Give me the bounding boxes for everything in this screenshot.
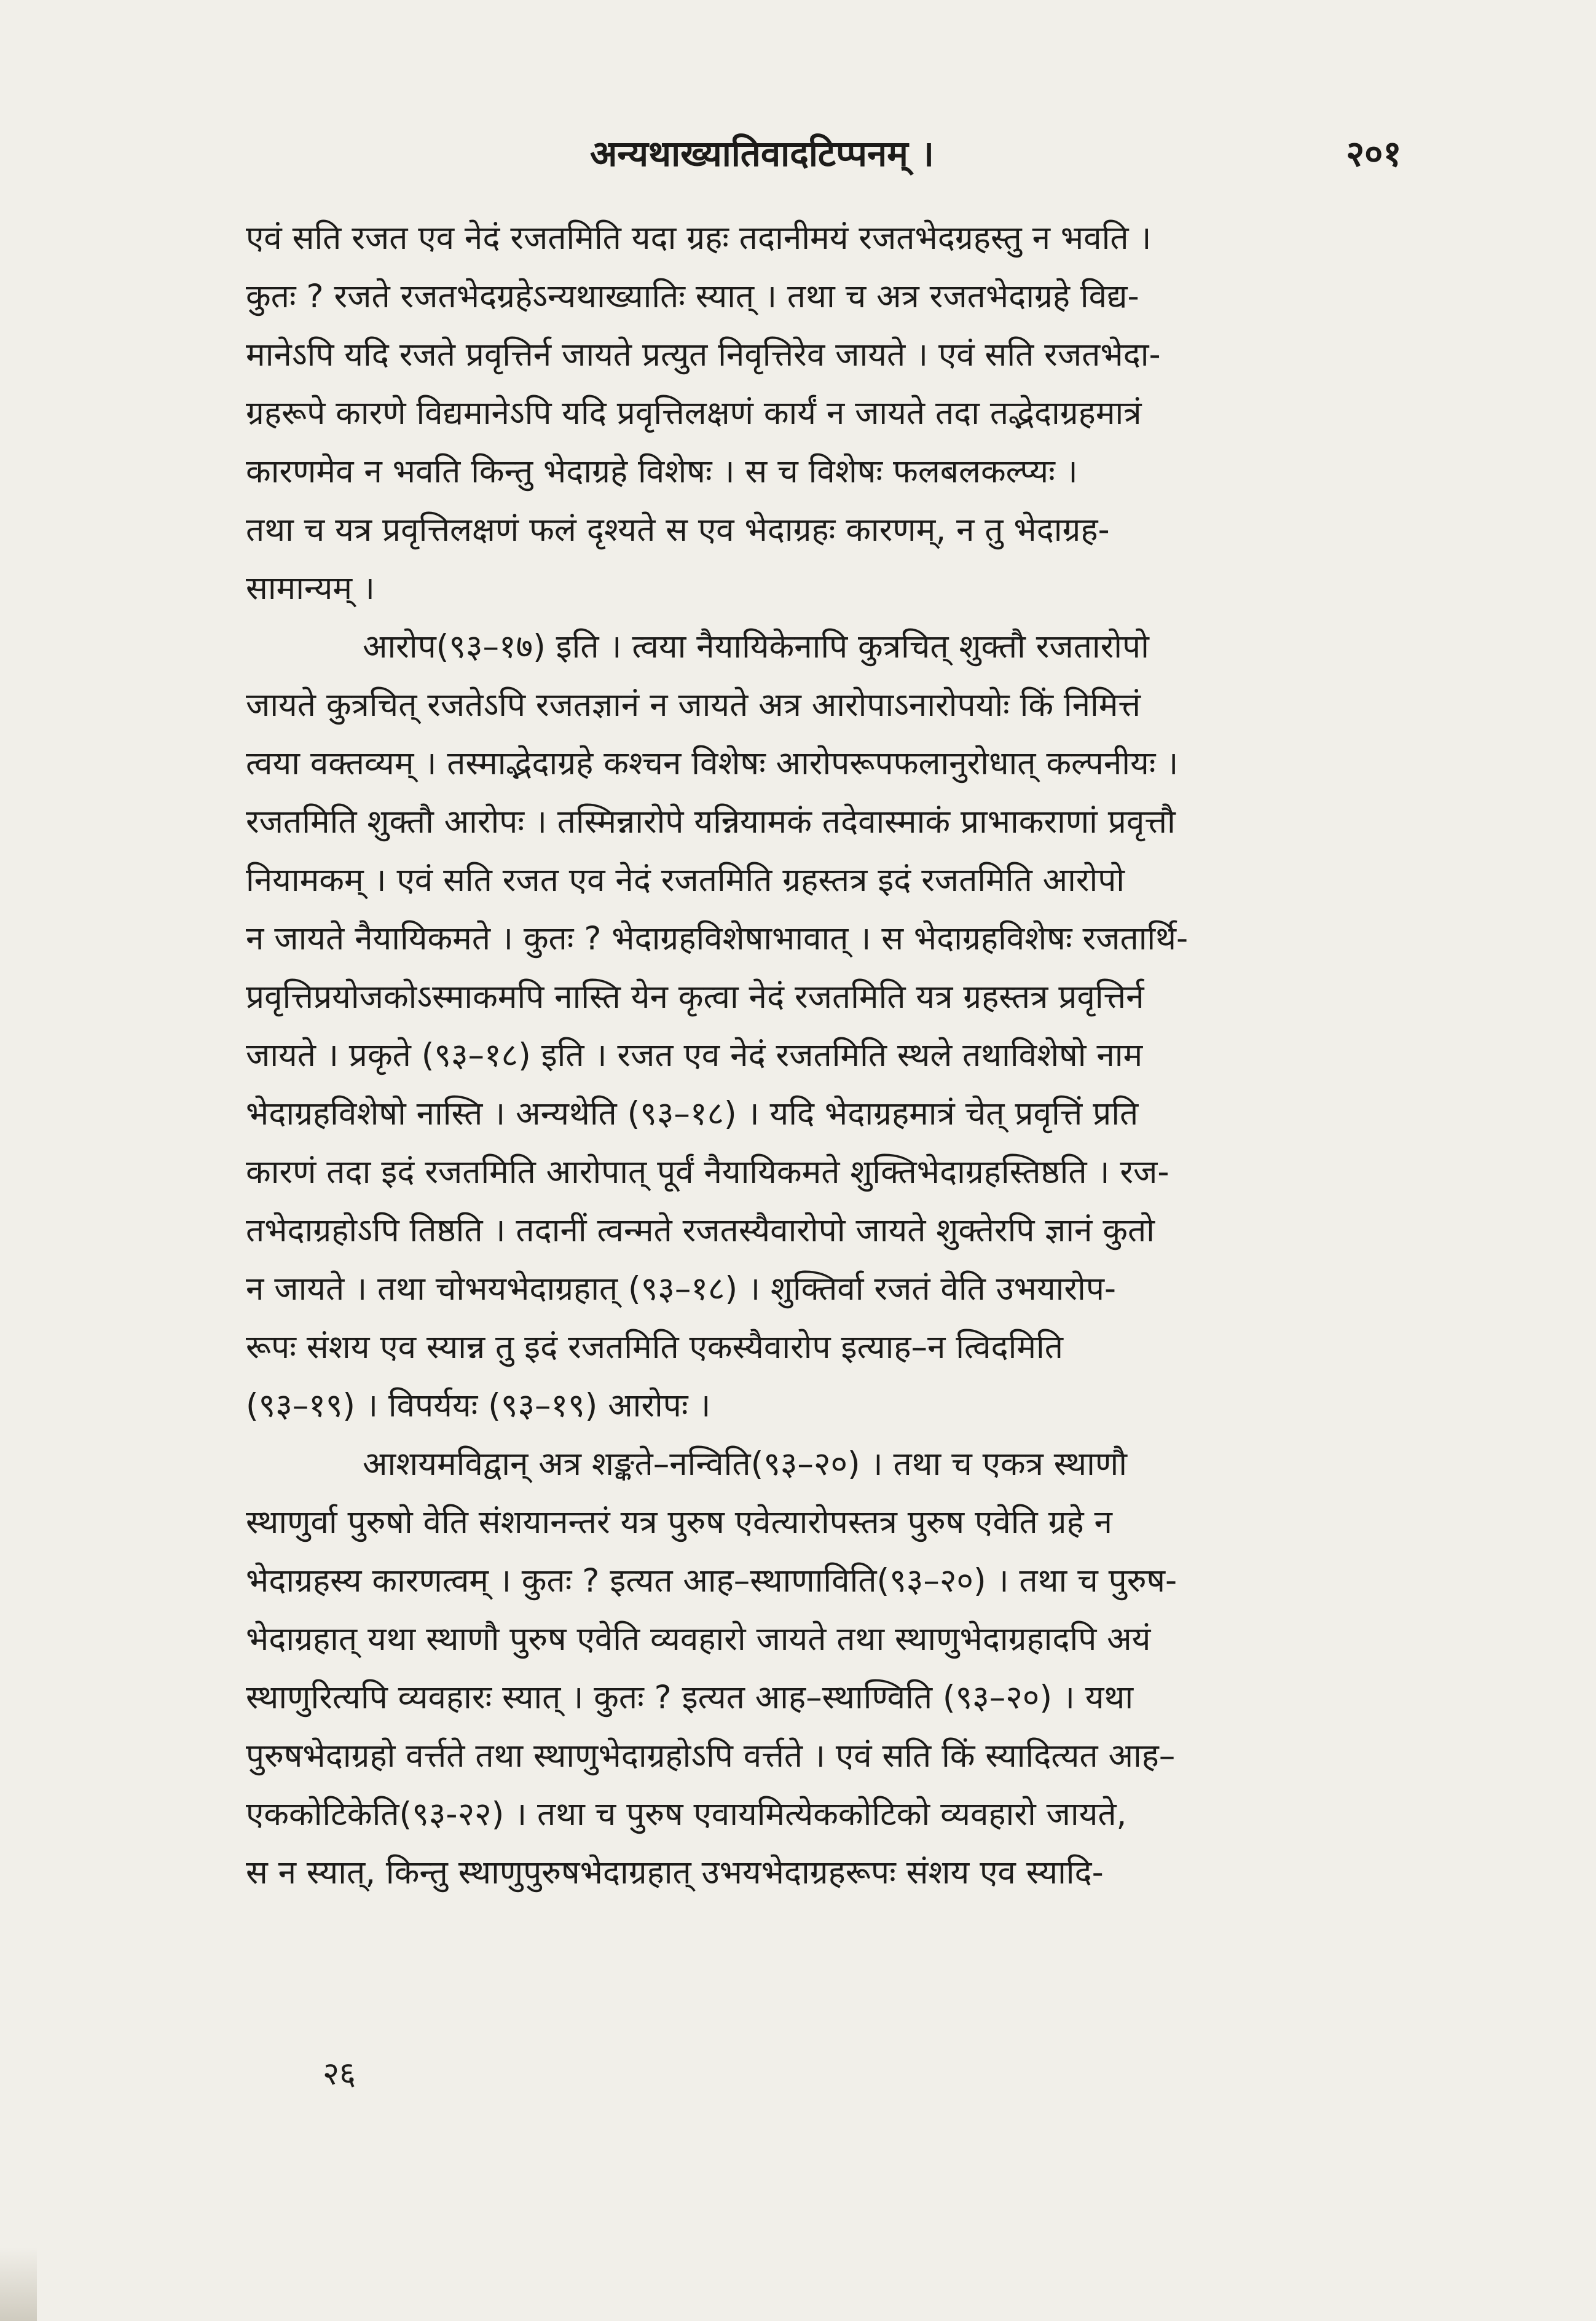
page-number: २०१: [1346, 133, 1402, 175]
text-line: कुतः ? रजते रजतभेदग्रहेऽन्यथाख्यातिः स्यात् । तथा च अत्र रजतभेदाग्रहे विद्य-: [246, 278, 1139, 315]
text-line: तथा च यत्र प्रवृत्तिलक्षणं फलं दृश्यते स एव भेदाग्रहः कारणम्, न तु भेदाग्रह-: [246, 511, 1110, 549]
text-line: पुरुषभेदाग्रहो वर्त्तते तथा स्थाणुभेदाग्रहोऽपि वर्त्तते । एवं सति किं स्यादित्यत आह–: [246, 1737, 1176, 1775]
text-line: कारणं तदा इदं रजतमिति आरोपात् पूर्वं नैयायिकमते शुक्तिभेदाग्रहस्तिष्ठति । रज-: [246, 1153, 1169, 1191]
text-line: तभेदाग्रहोऽपि तिष्ठति । तदानीं त्वन्मते रजतस्यैवारोपो जायते शुक्तेरपि ज्ञानं कुतो: [246, 1212, 1155, 1249]
text-line: एवं सति रजत एव नेदं रजतमिति यदा ग्रहः तदानीमयं रजतभेदग्रहस्तु न भवति ।: [246, 219, 1152, 257]
body-text: [246, 209, 1438, 1902]
text-line: कारणमेव न भवति किन्तु भेदाग्रहे विशेषः । स च विशेषः फलबलकल्प्यः ।: [246, 453, 1078, 490]
text-line: स न स्यात्, किन्तु स्थाणुपुरुषभेदाग्रहात् उभयभेदाग्रहरूपः संशय एव स्यादि-: [246, 1854, 1104, 1891]
text-line: रूपः संशय एव स्यान्न तु इदं रजतमिति एकस्यैवारोप इत्याह–न त्विदमिति: [246, 1329, 1063, 1366]
text-line: सामान्यम् ।: [246, 570, 375, 607]
paragraph-start-line: आरोप(९३–१७) इति । त्वया नैयायिकेनापि कुत्रचित् शुक्तौ रजतारोपो: [363, 628, 1149, 666]
text-line: भेदाग्रहात् यथा स्थाणौ पुरुष एवेति व्यवहारो जायते तथा स्थाणुभेदाग्रहादपि अयं: [246, 1620, 1151, 1658]
text-line: जायते कुत्रचित् रजतेऽपि रजतज्ञानं न जायते अत्र आरोपाऽनारोपयोः किं निमित्तं: [246, 686, 1141, 724]
text-line: मानेऽपि यदि रजते प्रवृत्तिर्न जायते प्रत्युत निवृत्तिरेव जायते । एवं सति रजतभेदा-: [246, 336, 1161, 374]
text-line: स्थाणुरित्यपि व्यवहारः स्यात् । कुतः ? इत्यत आह–स्थाण्विति (९३–२०) । यथा: [246, 1679, 1134, 1716]
paragraph-start-line: आशयमविद्वान् अत्र शङ्कते–नन्विति(९३–२०) । तथा च एकत्र स्थाणौ: [363, 1445, 1127, 1483]
text-line: एककोटिकेति(९३-२२) । तथा च पुरुष एवायमित्येककोटिको व्यवहारो जायते,: [246, 1796, 1127, 1833]
running-title: अन्यथाख्यातिवादटिप्पनम् ।: [590, 133, 934, 175]
text-line: (९३–१९) । विपर्ययः (९३–१९) आरोपः ।: [246, 1387, 711, 1424]
text-line: ग्रहरूपे कारणे विद्यमानेऽपि यदि प्रवृत्तिलक्षणं कार्यं न जायते तदा तद्भेदाग्रहमात्रं: [246, 395, 1142, 432]
signature-mark: २६: [323, 2056, 356, 2092]
text-line: जायते । प्रकृते (९३–१८) इति । रजत एव नेदं रजतमिति स्थले तथाविशेषो नाम: [246, 1037, 1143, 1074]
text-line: नियामकम् । एवं सति रजत एव नेदं रजतमिति ग्रहस्तत्र इदं रजतमिति आरोपो: [246, 862, 1125, 899]
text-line: न जायते । तथा चोभयभेदाग्रहात् (९३–१८) । शुक्तिर्वा रजतं वेति उभयारोप-: [246, 1270, 1117, 1308]
text-line: स्थाणुर्वा पुरुषो वेति संशयानन्तरं यत्र पुरुष एवेत्यारोपस्तत्र पुरुष एवेति ग्रहे न: [246, 1504, 1112, 1541]
running-head: [0, 126, 1596, 181]
text-line: भेदाग्रहविशेषो नास्ति । अन्यथेति (९३–१८) । यदि भेदाग्रहमात्रं चेत् प्रवृत्तिं प्रति: [246, 1095, 1139, 1133]
text-line: त्वया वक्तव्यम् । तस्माद्भेदाग्रहे कश्चन विशेषः आरोपरूपफलानुरोधात् कल्पनीयः ।: [246, 745, 1179, 782]
text-line: रजतमिति शुक्तौ आरोपः । तस्मिन्नारोपे यन्नियामकं तदेवास्माकं प्राभाकराणां प्रवृत्तौ: [246, 803, 1176, 841]
text-line: प्रवृत्तिप्रयोजकोऽस्माकमपि नास्ति येन कृत्वा नेदं रजतमिति यत्र ग्रहस्तत्र प्रवृत्तिर्न: [246, 978, 1144, 1016]
text-line: भेदाग्रहस्य कारणत्वम् । कुतः ? इत्यत आह–स्थाणाविति(९३–२०) । तथा च पुरुष-: [246, 1562, 1177, 1600]
text-line: न जायते नैयायिकमते । कुतः ? भेदाग्रहविशेषाभावात् । स भेदाग्रहविशेषः रजतार्थि-: [246, 920, 1189, 957]
scan-edge-shadow: [0, 2247, 37, 2321]
